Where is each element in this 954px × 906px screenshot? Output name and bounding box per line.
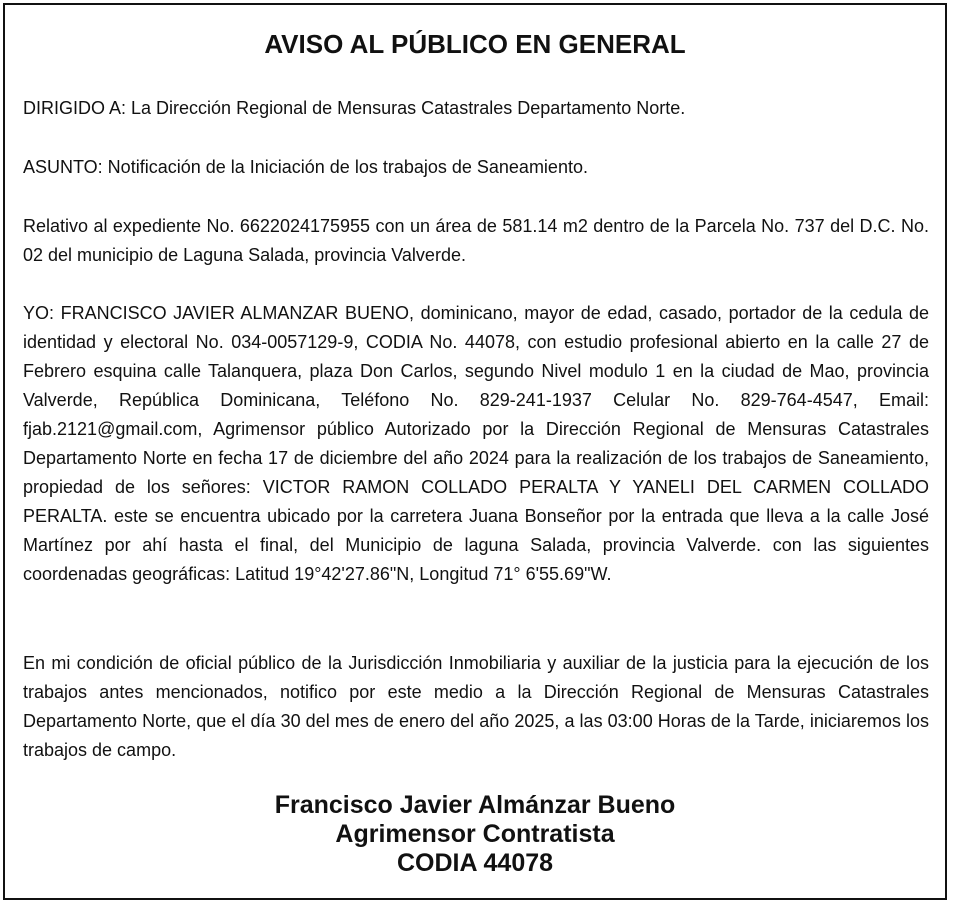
notice-title: AVISO AL PÚBLICO EN GENERAL — [264, 29, 686, 59]
notice-frame — [3, 3, 947, 900]
signature-block — [5, 791, 945, 878]
declarant-paragraph: YO: FRANCISCO JAVIER ALMANZAR BUENO, dominicano, mayor de edad, casado, portador de la cedula de identidad y electoral No. 034-0057129-9, CODIA No. 44078, con estudio profesional abierto en la calle 27 de Febrero esquina calle Talanquera, plaza Don Carlos, segundo Nivel modulo 1 en la ciudad de Mao, provincia Valverde, República Dominicana, Teléfono No. 829-241-1937 Celular No. 829-764-4547, Email: fjab.2121@gmail.com, Agrimensor público Autorizado por la Dirección Regional de Mensuras Catastrales Departamento Norte en fecha 17 de diciembre del año 2024 para la realización de los trabajos de Saneamiento, propiedad de los señores: VICTOR RAMON COLLADO PERALTA Y YANELI DEL CARMEN COLLADO PERALTA. este se encuentra ubicado por la carretera Juana Bonseñor por la entrada que lleva a la calle José Martínez por ahí hasta el final, del Municipio de laguna Salada, provincia Valverde. con las siguientes coordenadas geográficas: Latitud 19°42'27.86"N, Longitud 71° 6'55.69"W. — [23, 303, 929, 584]
signature-codia: CODIA 44078 — [396, 849, 554, 877]
signature-name: Francisco Javier Almánzar Bueno — [274, 791, 676, 819]
file-reference-paragraph: Relativo al expediente No. 6622024175955 con un área de 581.14 m2 dentro de la Parcela No. 737 del D.C. No. 02 del municipio de Laguna Salada, provincia Valverde. — [23, 216, 929, 265]
signature-role: Agrimensor Contratista — [335, 820, 615, 848]
notification-paragraph: En mi condición de oficial público de la Jurisdicción Inmobiliaria y auxiliar de la justicia para la ejecución de los trabajos antes mencionados, notifico por este medio a la Dirección Regional de Mensuras Catastrales Departamento Norte, que el día 30 del mes de enero del año 2025, a las 03:00 Horas de la Tarde, iniciaremos los trabajos de campo. — [23, 653, 929, 760]
subject-paragraph: ASUNTO: Notificación de la Iniciación de los trabajos de Saneamiento. — [23, 157, 588, 177]
addressee-paragraph: DIRIGIDO A: La Dirección Regional de Mensuras Catastrales Departamento Norte. — [23, 98, 686, 118]
